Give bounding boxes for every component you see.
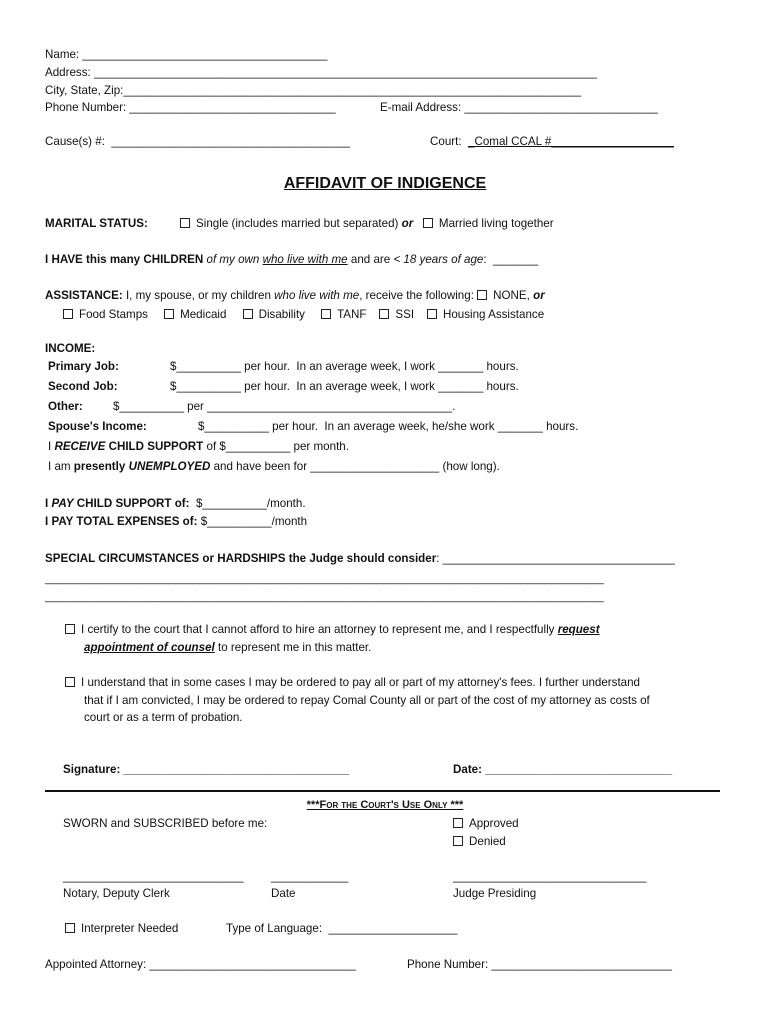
certify-checkbox[interactable] <box>65 624 75 634</box>
court-date-label: Date <box>271 887 296 900</box>
court-value[interactable]: _Comal CCAL #___________________ <box>468 135 674 148</box>
un-i: I am <box>48 460 74 473</box>
medicaid-checkbox[interactable] <box>164 309 174 319</box>
divider <box>45 790 720 792</box>
sworn-label: SWORN and SUBSCRIBED before me: <box>63 817 268 830</box>
children-age: < 18 years of age <box>393 253 484 266</box>
housing-checkbox[interactable] <box>427 309 437 319</box>
assistance-label: ASSISTANCE: <box>45 289 123 302</box>
pay-amount: $__________/month. <box>189 497 306 510</box>
approved-checkbox[interactable] <box>453 818 463 828</box>
certify-text: I certify to the court that I cannot afford to hire an attorney to represent me, and I respectfully <box>81 623 558 636</box>
marital-label: MARITAL STATUS: <box>45 217 148 230</box>
cs-label: CHILD SUPPORT <box>105 440 204 453</box>
assistance-live: who live with me <box>274 289 360 302</box>
court-label: Court: <box>430 135 469 148</box>
language-field[interactable]: Type of Language: ____________________ <box>226 922 458 935</box>
children-count-field[interactable]: : _______ <box>483 253 539 266</box>
understand-row-1 <box>65 676 640 690</box>
none-checkbox[interactable] <box>477 290 487 300</box>
special-label: SPECIAL CIRCUMSTANCES or HARDSHIPS the Judge should consider <box>45 552 437 565</box>
court-date-line[interactable]: ____________ <box>271 870 349 883</box>
certify-counsel: appointment of counsel <box>84 641 215 654</box>
denied-row <box>453 835 506 849</box>
children-live: who live with me <box>262 253 348 266</box>
judge-label: Judge Presiding <box>453 887 537 900</box>
city-state-zip-field[interactable]: City, State, Zip:_______________________________________________________________________ <box>45 84 582 97</box>
interpreter-label: Interpreter Needed <box>81 922 179 935</box>
assistance-row <box>45 289 545 303</box>
expenses-amount: $__________/month <box>197 515 308 528</box>
tanf-checkbox[interactable] <box>321 309 331 319</box>
spouse-income-label: Spouse's Income: <box>48 420 147 433</box>
second-job-label: Second Job: <box>48 380 118 393</box>
assistance-following: , receive the following: <box>359 289 478 302</box>
pay-word: PAY <box>51 497 74 510</box>
cs-i: I <box>48 440 55 453</box>
special-line-2[interactable]: ______________________________________________________________________________________________ <box>45 573 604 585</box>
assistance-or: or <box>533 289 545 302</box>
signature-field[interactable]: Signature: ___________________________________ <box>63 763 350 776</box>
married-checkbox[interactable] <box>423 218 433 228</box>
housing-label: Housing Assistance <box>442 308 545 321</box>
total-expenses-row[interactable] <box>45 515 307 529</box>
understand-text-1: I understand that in some cases I may be ordered to pay all or part of my attorney's fees. I further understand <box>81 676 641 689</box>
court-use-heading <box>0 798 770 812</box>
cs-receive: RECEIVE <box>54 440 106 453</box>
page-title: AFFIDAVIT OF INDIGENCE <box>283 175 487 192</box>
cs-amount: of $__________ per month. <box>203 440 349 453</box>
children-own: of my own <box>206 253 260 266</box>
medicaid-label: Medicaid <box>180 308 227 321</box>
appointed-attorney-field[interactable]: Appointed Attorney: ________________________________ <box>45 958 356 971</box>
marital-status-row <box>45 217 554 231</box>
un-unemployed: UNEMPLOYED <box>128 460 211 473</box>
signature-date-field[interactable]: Date: _____________________________ <box>453 763 673 776</box>
denied-label: Denied <box>469 835 506 848</box>
phone-field[interactable]: Phone Number: ________________________________ <box>45 101 336 114</box>
income-label: INCOME: <box>45 342 96 355</box>
pay-i: I <box>45 497 52 510</box>
assistance-options <box>63 308 544 322</box>
pay-child-support-row[interactable] <box>45 497 306 511</box>
cause-number-field[interactable]: Cause(s) #: _____________________________________ <box>45 135 350 148</box>
un-presently: presently <box>73 460 126 473</box>
children-and: and are <box>350 253 391 266</box>
none-label: NONE, <box>493 289 534 302</box>
expenses-label: I PAY TOTAL EXPENSES of: <box>45 515 198 528</box>
approved-label: Approved <box>469 817 519 830</box>
married-label: Married living together <box>438 217 554 230</box>
certify-row-1 <box>65 623 600 637</box>
denied-checkbox[interactable] <box>453 836 463 846</box>
attorney-phone-field[interactable]: Phone Number: ____________________________ <box>407 958 672 971</box>
judge-signature-line[interactable]: ______________________________ <box>453 870 647 883</box>
disability-label: Disability <box>258 308 305 321</box>
special-circumstances-row[interactable] <box>45 552 675 566</box>
pay-label: CHILD SUPPORT of: <box>73 497 190 510</box>
special-line-3[interactable]: ______________________________________________________________________________________________ <box>45 591 604 603</box>
court-use-text: ***For the Court's Use Only *** <box>306 799 464 811</box>
understand-text-3: court or as a term of probation. <box>84 711 243 724</box>
certify-end: to represent me in this matter. <box>214 641 372 654</box>
special-line-1: : ____________________________________ <box>436 552 675 565</box>
primary-job-field[interactable]: $__________ per hour. In an average week, I work _______ hours. <box>170 360 519 373</box>
tanf-label: TANF <box>337 308 367 321</box>
unemployed-row[interactable] <box>48 460 500 474</box>
single-label: Single (includes married but separated) <box>196 217 399 230</box>
disability-checkbox[interactable] <box>243 309 253 319</box>
understand-checkbox[interactable] <box>65 677 75 687</box>
second-job-field[interactable]: $__________ per hour. In an average week, I work _______ hours. <box>170 380 519 393</box>
approved-row <box>453 817 519 831</box>
certify-row-2 <box>84 641 371 655</box>
children-label: I HAVE this many CHILDREN <box>45 253 204 266</box>
primary-job-label: Primary Job: <box>48 360 119 373</box>
certify-request: request <box>557 623 600 636</box>
interpreter-row <box>65 922 178 936</box>
marital-or: or <box>401 217 414 230</box>
children-row <box>45 253 538 267</box>
understand-text-2: that if I am convicted, I may be ordered to repay Comal County all or part of the cost of my attorney as costs of <box>84 694 650 707</box>
food-stamps-label: Food Stamps <box>79 308 148 321</box>
court-field <box>430 135 674 149</box>
assistance-text: I, my spouse, or my children <box>122 289 275 302</box>
other-income-field[interactable]: $__________ per ______________________________________. <box>113 400 456 413</box>
food-stamps-checkbox[interactable] <box>63 309 73 319</box>
notary-label: Notary, Deputy Clerk <box>63 887 170 900</box>
interpreter-checkbox[interactable] <box>65 923 75 933</box>
spouse-income-field[interactable]: $__________ per hour. In an average week, he/she work _______ hours. <box>198 420 579 433</box>
un-duration: and have been for ____________________ (how long). <box>210 460 500 473</box>
notary-signature-line[interactable]: ____________________________ <box>63 870 244 883</box>
address-field[interactable]: Address: ______________________________________________________________________________ <box>45 66 597 79</box>
email-field[interactable]: E-mail Address: ______________________________ <box>380 101 658 114</box>
other-income-label: Other: <box>48 400 83 413</box>
receive-child-support-row[interactable] <box>48 440 349 454</box>
single-checkbox[interactable] <box>180 218 190 228</box>
name-field[interactable]: Name: ______________________________________ <box>45 48 328 61</box>
ssi-label: SSI <box>395 308 415 321</box>
ssi-checkbox[interactable] <box>379 309 389 319</box>
